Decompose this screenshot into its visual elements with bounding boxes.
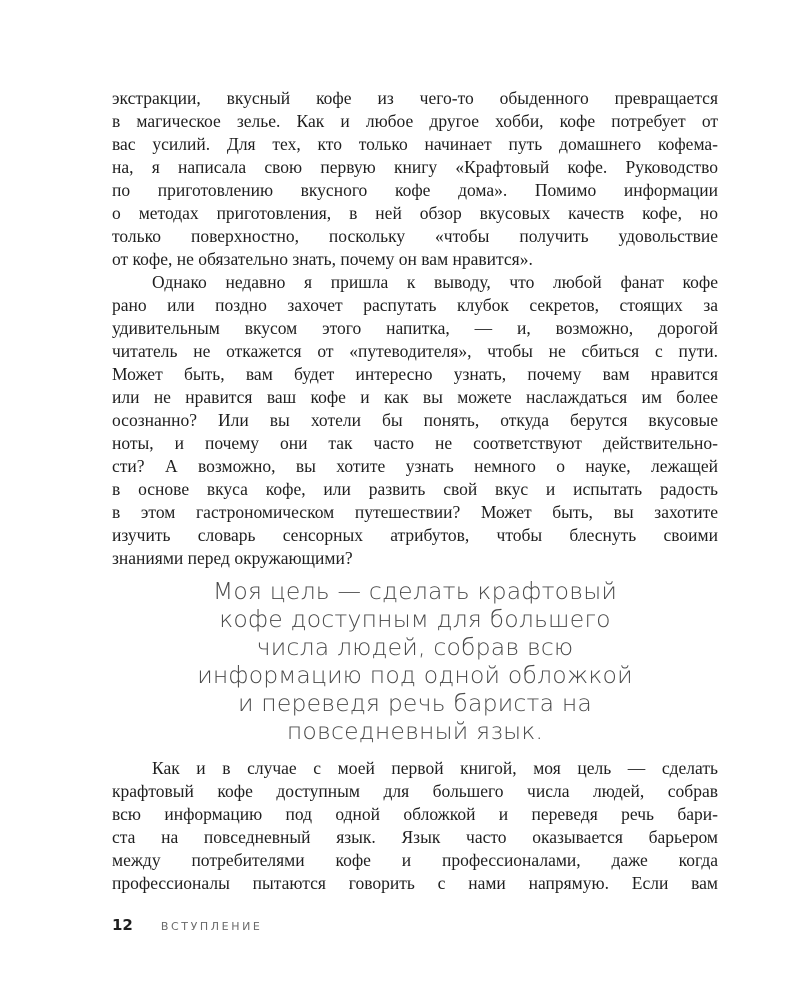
- text-line: всю информацию под одной обложкой и переведя речь бари-: [112, 804, 718, 824]
- text-line: по приготовлению вкусного кофе дома». Помимо информации: [112, 180, 718, 200]
- text-line: в этом гастрономическом путешествии? Может быть, вы захотите: [112, 502, 718, 522]
- text-line: осознанно? Или вы хотели бы понять, откуда берутся вкусовые: [112, 410, 718, 430]
- text-line: изучить словарь сенсорных атрибутов, чтобы блеснуть своими: [112, 525, 718, 545]
- paragraph-1: [112, 87, 718, 271]
- pull-quote: [112, 577, 718, 745]
- text-line: профессионалы пытаются говорить с нами напрямую. Если вам: [112, 873, 718, 893]
- text-line: ноты, и почему они так часто не соответствуют действительно-: [112, 433, 718, 453]
- body-text-bottom: [112, 757, 718, 895]
- pull-quote-line: повседневный язык.: [286, 717, 544, 745]
- running-head: ВСТУПЛЕНИЕ: [160, 920, 263, 933]
- text-line: Однако недавно я пришла к выводу, что любой фанат кофе: [152, 272, 718, 292]
- text-line: удивительным вкусом этого напитка, — и, возможно, дорогой: [112, 318, 718, 338]
- text-line: рано или поздно захочет распутать клубок секретов, стоящих за: [112, 295, 718, 315]
- pull-quote-line: числа людей, собрав всю: [256, 633, 574, 661]
- text-line: Как и в случае с моей первой книгой, моя цель — сделать: [152, 758, 718, 778]
- text-line: Может быть, вам будет интересно узнать, почему вам нравится: [112, 364, 718, 384]
- paragraph-2: [112, 271, 718, 570]
- body-text-top: [112, 87, 718, 570]
- text-line: в основе вкуса кофе, или развить свой вкус и испытать радость: [112, 479, 718, 499]
- page-number: 12: [112, 916, 133, 934]
- text-line: ста на повседневный язык. Язык часто оказывается барьером: [112, 827, 718, 847]
- text-line: только поверхностно, поскольку «чтобы получить удовольствие: [112, 226, 718, 246]
- paragraph-3: [112, 757, 718, 895]
- text-line: от кофе, не обязательно знать, почему он вам нравится».: [112, 249, 533, 269]
- text-line: или не нравится ваш кофе и как вы можете наслаждаться им более: [112, 387, 718, 407]
- text-line: крафтовый кофе доступным для большего числа людей, собрав: [112, 781, 718, 801]
- pull-quote-line: и переведя речь бариста на: [237, 689, 593, 717]
- pull-quote-line: кофе доступным для большего: [219, 605, 611, 633]
- text-line: сти? А возможно, вы хотите узнать немного о науке, лежащей: [112, 456, 718, 476]
- pull-quote-line: Моя цель — сделать крафтовый: [212, 577, 618, 605]
- page-footer: [112, 916, 262, 936]
- text-line: о методах приготовления, в ней обзор вкусовых качеств кофе, но: [112, 203, 718, 223]
- text-line: экстракции, вкусный кофе из чего-то обыденного превращается: [112, 88, 718, 108]
- text-line: в магическое зелье. Как и любое другое хобби, кофе потребует от: [112, 111, 718, 131]
- text-line: на, я написала свою первую книгу «Крафтовый кофе. Руководство: [112, 157, 718, 177]
- text-line: между потребителями кофе и профессионалами, даже когда: [112, 850, 718, 870]
- pull-quote-line: информацию под одной обложкой: [197, 661, 633, 689]
- text-line: читатель не откажется от «путеводителя», чтобы не сбиться с пути.: [112, 341, 718, 361]
- text-line: знаниями перед окружающими?: [112, 548, 353, 568]
- text-line: вас усилий. Для тех, кто только начинает путь домашнего кофема-: [112, 134, 718, 154]
